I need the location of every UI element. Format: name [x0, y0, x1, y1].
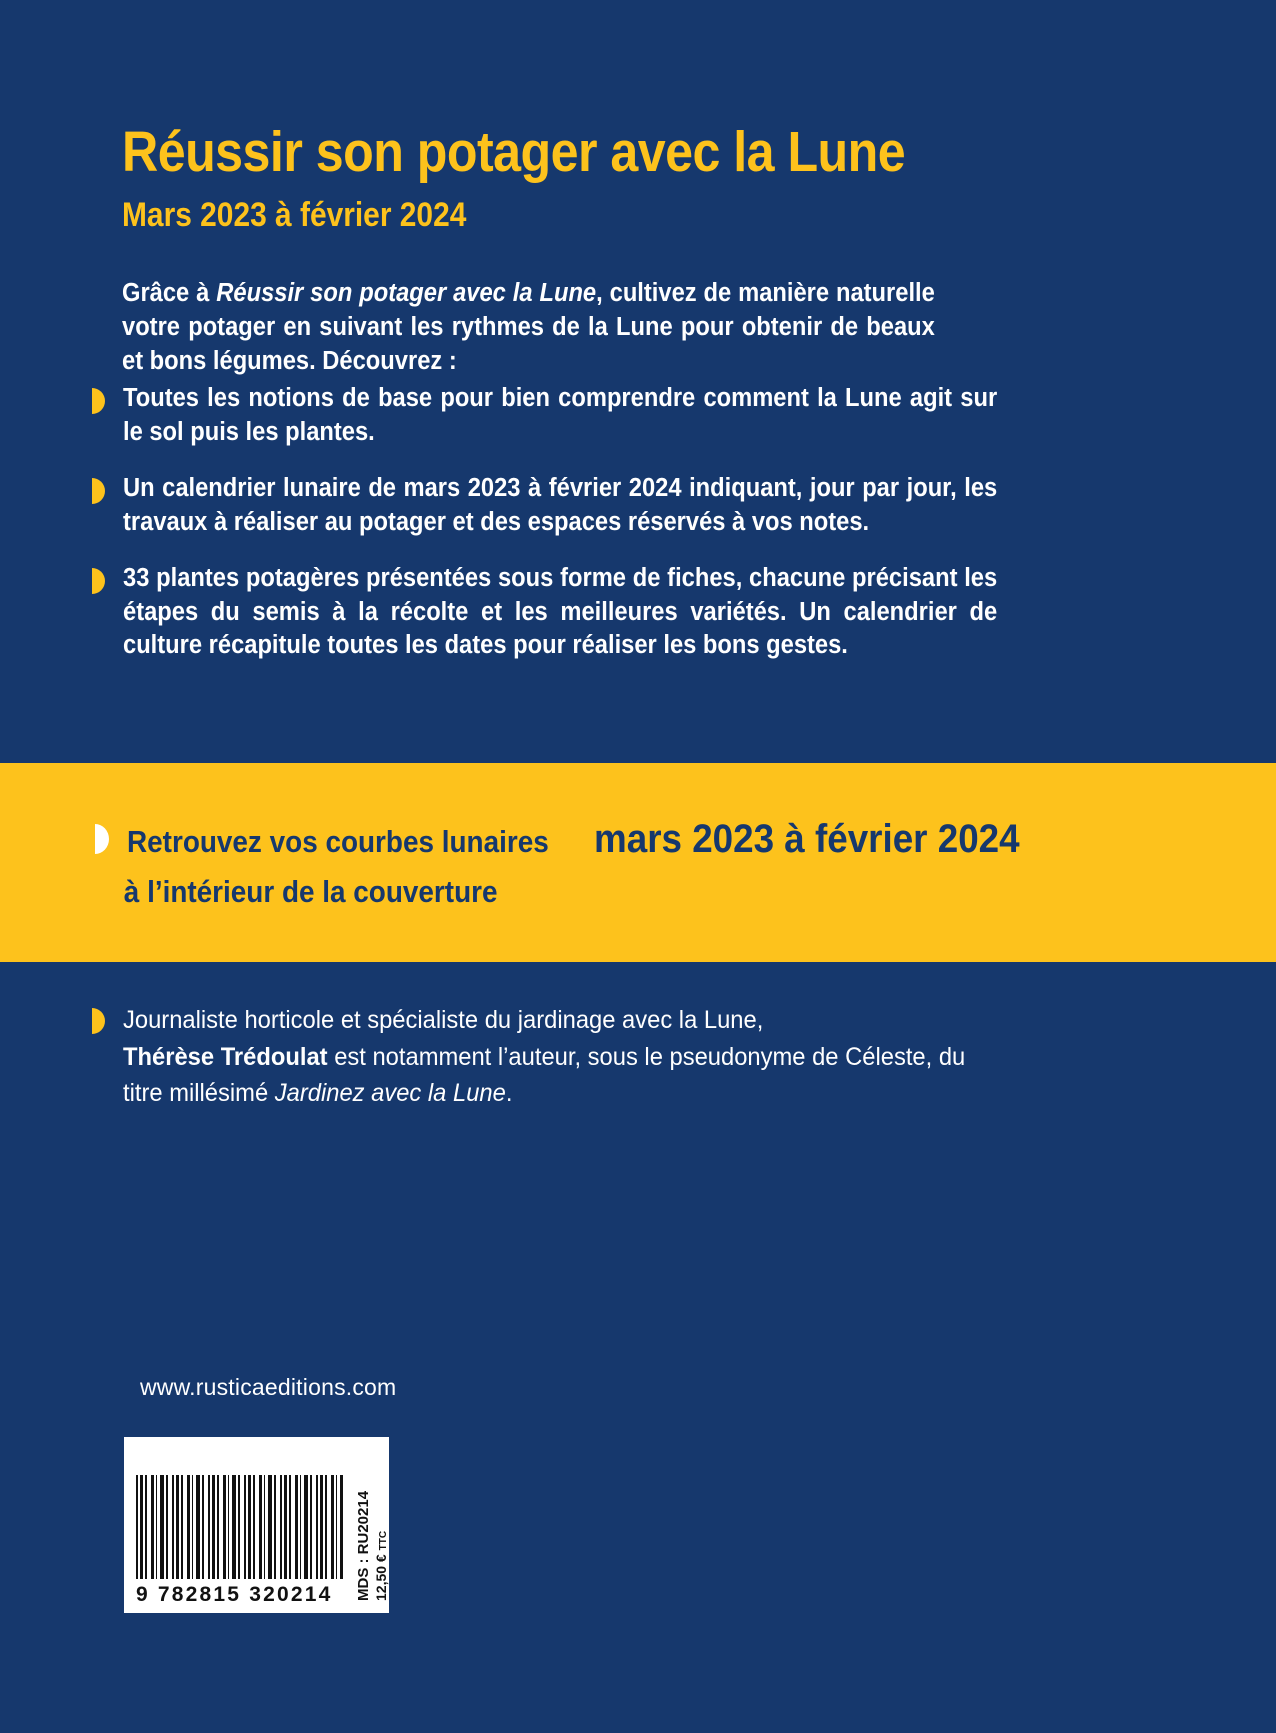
bio-middle-text: est notamment l’auteur, sous le pseudonyme de Céleste, du titre millésimé — [123, 1042, 966, 1107]
author-name: Thérèse Trédoulat — [123, 1042, 328, 1071]
intro-after-text: , cultivez de manière naturelle votre potager en suivant les rythmes de la Lune pour obtenir de beaux et bons légumes. Découvrez : — [122, 279, 935, 375]
half-moon-icon — [92, 1008, 105, 1034]
barcode-side-labels — [351, 1437, 389, 1613]
page-subtitle: Mars 2023 à février 2024 — [122, 196, 467, 234]
bio-line-1: Journaliste horticole et spécialiste du jardinage avec la Lune, — [123, 1006, 764, 1034]
barcode-digits: 9 782815 320214 — [136, 1583, 333, 1606]
page-title: Réussir son potager avec la Lune — [122, 120, 906, 184]
half-moon-icon — [95, 824, 109, 854]
author-bio-text — [123, 1002, 978, 1112]
intro-before-text: Grâce à — [122, 279, 217, 307]
yellow-band-content — [95, 817, 1195, 910]
mds-code: MDS : RU20214 — [355, 1490, 372, 1601]
yellow-highlight-band — [0, 763, 1276, 962]
yellow-band-small-text: Retrouvez vos courbes lunaires — [127, 824, 549, 859]
intro-paragraph — [122, 277, 935, 379]
yellow-band-line-2: à l’intérieur de la couverture — [123, 874, 498, 909]
bio-end-text: . — [505, 1079, 513, 1107]
list-item — [92, 1002, 1012, 1112]
intro-book-title: Réussir son potager avec la Lune — [216, 279, 597, 307]
barcode-main — [124, 1437, 351, 1613]
bio-book-title: Jardinez avec la Lune — [274, 1079, 506, 1107]
list-item-label: 33 plantes potagères présentées sous forme de fiches, chacune précisant les étapes du semis à la récolte et les meilleures variétés. Un calendrier de culture récapitule toutes les dates pour réaliser les bons gestes. — [123, 563, 998, 660]
top-navy-section — [0, 0, 1276, 763]
yellow-band-line-1 — [95, 817, 1195, 862]
feature-bullet-list — [92, 382, 1012, 685]
yellow-band-date-range: mars 2023 à février 2024 — [594, 817, 1020, 861]
list-item-label: Un calendrier lunaire de mars 2023 à février 2024 indiquant, jour par jour, les travaux à réaliser au potager et des espaces réservés à vos notes. — [123, 473, 998, 536]
list-item — [92, 562, 1012, 664]
list-item — [92, 382, 1012, 450]
price-suffix: TTC — [378, 1530, 389, 1551]
list-item — [92, 472, 1012, 540]
list-item-label: Toutes les notions de base pour bien comprendre comment la Lune agit sur le sol puis les plantes. — [123, 384, 998, 446]
half-moon-icon — [92, 388, 105, 414]
price-label — [373, 1531, 389, 1601]
publisher-website-url[interactable]: www.rusticaeditions.com — [140, 1374, 397, 1400]
half-moon-icon — [92, 568, 105, 594]
barcode-block — [124, 1437, 389, 1613]
half-moon-icon — [92, 478, 105, 504]
author-bio-section — [92, 1002, 1012, 1112]
barcode-bars-icon — [136, 1475, 343, 1579]
price-value: 12,50 € — [373, 1554, 389, 1601]
